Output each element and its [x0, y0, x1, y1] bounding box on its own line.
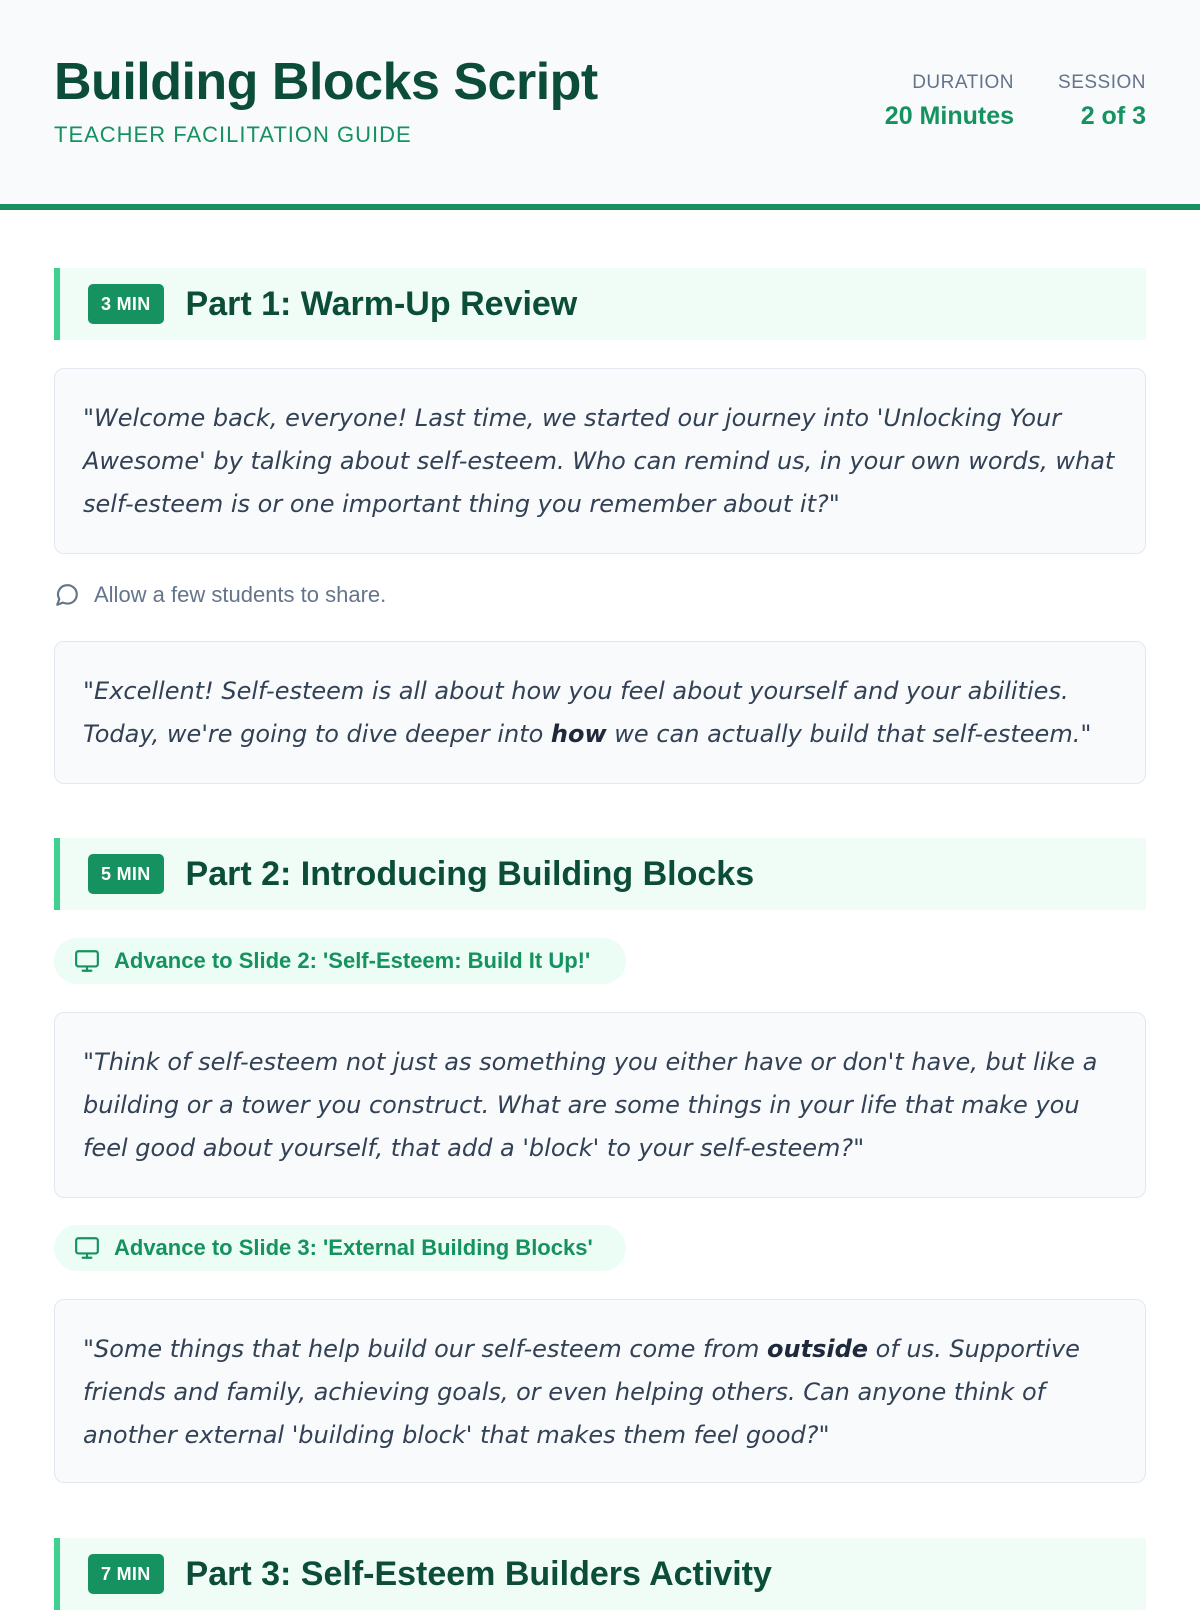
- page-subtitle: TEACHER FACILITATION GUIDE: [54, 122, 412, 147]
- script-quote: [54, 641, 1146, 784]
- script-quote: "Think of self-esteem not just as something you either have or don't have, but like a building or a tower you construct. What are some things in your life that make you feel good about yourself, that add a 'block' to your self-esteem?": [54, 1012, 1146, 1198]
- quote-text: "Some things that help build our self-esteem come from: [83, 1335, 768, 1363]
- quote-text: of us. Supportive friends and family, achieving goals, or even helping others. Can anyone think of another external 'building block' that makes them feel good?": [83, 1335, 1080, 1449]
- section-part-2-header: [54, 838, 1146, 910]
- duration-meta: [885, 72, 1014, 131]
- script-quote: [54, 1299, 1146, 1483]
- duration-value: 20 Minutes: [884, 102, 1014, 130]
- slide-cue-text: Advance to Slide 3: 'External Building Blocks': [114, 1235, 593, 1260]
- facilitator-note: [54, 582, 386, 608]
- section-title: Part 2: Introducing Building Blocks: [185, 854, 755, 893]
- speech-bubble-icon: [54, 582, 80, 608]
- quote-emphasis: outside: [767, 1335, 869, 1363]
- session-label: SESSION: [1058, 72, 1146, 93]
- section-part-3-header: [54, 1538, 1146, 1610]
- time-badge: 7 MIN: [88, 1554, 164, 1594]
- section-title: Part 1: Warm-Up Review: [185, 284, 578, 323]
- monitor-icon: [74, 948, 100, 974]
- monitor-icon: [74, 1235, 100, 1261]
- time-badge: 5 MIN: [88, 854, 164, 894]
- slide-cue-text: Advance to Slide 2: 'Self-Esteem: Build It Up!': [114, 948, 591, 973]
- quote-text: "Excellent! Self-esteem is all about how you feel about yourself and your abilities. Today, we're going to dive deeper into: [83, 677, 1069, 748]
- time-badge: 3 MIN: [88, 284, 164, 324]
- facilitator-note-text: Allow a few students to share.: [94, 582, 387, 607]
- quote-text: we can actually build that self-esteem.": [606, 720, 1092, 748]
- slide-cue: [54, 1225, 626, 1271]
- session-meta: [1058, 72, 1146, 131]
- session-value: 2 of 3: [1080, 102, 1146, 130]
- script-quote: "Welcome back, everyone! Last time, we started our journey into 'Unlocking Your Awesome' by talking about self-esteem. Who can remind us, in your own words, what self-esteem is or one important thing you remember about it?": [54, 368, 1146, 554]
- slide-cue: [54, 938, 626, 984]
- page-header: [0, 0, 1200, 210]
- section-title: Part 3: Self-Esteem Builders Activity: [185, 1554, 772, 1593]
- quote-emphasis: how: [550, 720, 607, 748]
- section-part-1-header: [54, 268, 1146, 340]
- duration-label: DURATION: [912, 72, 1014, 93]
- page-title: Building Blocks Script: [54, 53, 598, 111]
